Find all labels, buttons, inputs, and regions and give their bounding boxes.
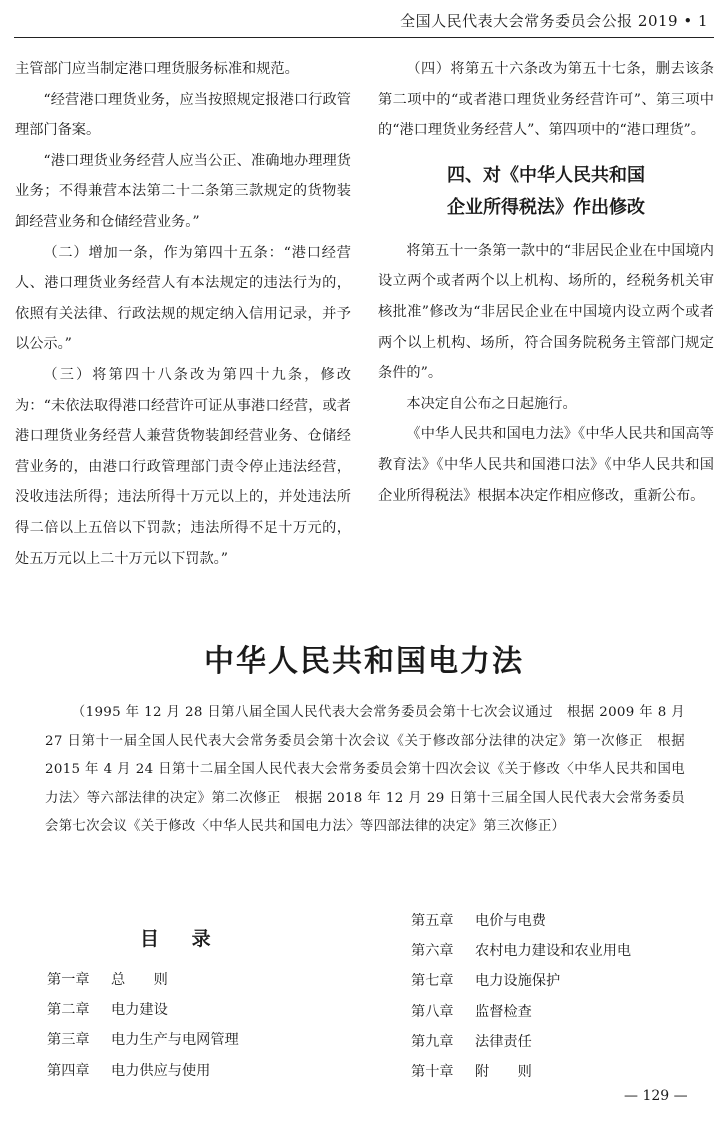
left-column (15, 54, 351, 574)
toc-list-left (47, 965, 377, 1086)
toc-chapter-name: 电力建设 (111, 1002, 168, 1019)
paragraph: “经营港口理货业务，应当按照规定报港口行政管理部门备案。 (15, 91, 351, 139)
toc-chapter-number: 第六章 (411, 943, 454, 960)
toc-item (47, 1025, 377, 1055)
toc-list-right (411, 906, 728, 1087)
toc-chapter-name: 电价与电费 (475, 913, 546, 929)
toc-chapter-number: 第四章 (47, 1062, 90, 1079)
paragraph: （三）将第四十八条改为第四十九条，修改为：“未依法取得港口经营许可证从事港口经营，或者港口理货业务经营人兼营货物装卸经营业务、仓储经营业务的，由港口行政管理部门责令停止违法经营，没收违法所得；违法所得十万元以上的，并处违法所得二倍以上五倍以下罚款；违法所得不足十万元的，处五万元以上二十万元以下罚款。” (15, 366, 351, 567)
toc-title: 目 录 (140, 928, 211, 950)
paragraph: （二）增加一条，作为第四十五条：“港口经营人、港口理货业务经营人有本法规定的违法行为的，依照有关法律、行政法规的规定纳入信用记录，并予以公示。” (15, 244, 351, 353)
toc-chapter-number: 第十章 (411, 1063, 454, 1080)
toc-item (47, 965, 377, 995)
toc-chapter-number: 第五章 (411, 913, 454, 929)
law-preamble: （1995 年 12 月 28 日第八届全国人民代表大会常务委员会第十七次会议通过 根据 2009 年 8 月 27 日第十一届全国人民代表大会常务委员会第十次会议《关于修改部分法律的决定》第一次修正 根据 2015 年 4 月 24 日第十二届全国人民代表大会常务委员会第十四次会议《关于修改〈中华人民共和国电力法〉等六部法律的决定》第二次修正 根据 2018 年 12 月 29 日第十三届全国人民代表大会常务委员会第七次会议《关于修改〈中华人民共和国电力法〉等四部法律的决定》第三次修正） (45, 705, 685, 835)
toc-chapter-name: 监督检查 (475, 1003, 532, 1020)
section-heading-line: 四、对《中华人民共和国 (447, 164, 645, 186)
section-heading-line: 企业所得税法》作出修改 (447, 196, 645, 218)
page-number: — 129 — (624, 1088, 688, 1104)
toc-chapter-name: 电力生产与电网管理 (111, 1032, 239, 1049)
toc-chapter-number: 第七章 (411, 973, 454, 990)
toc-chapter-number: 第二章 (47, 1002, 90, 1019)
paragraph: 将第五十一条第一款中的“非居民企业在中国境内设立两个或者两个以上机构、场所的，经税务机关审核批准”修改为“非居民企业在中国境内设立两个或者两个以上机构、场所，符合国务院税务主管部门规定条件的”。 (378, 242, 714, 382)
paragraph: 主管部门应当制定港口理货服务标准和规范。 (15, 61, 299, 77)
header-title: 全国人民代表大会常务委员会公报 2019 • 1 (400, 12, 708, 30)
toc-chapter-number: 第一章 (47, 972, 90, 988)
toc-item (47, 1056, 377, 1086)
right-column (378, 54, 714, 511)
toc-chapter-name: 法律责任 (475, 1033, 532, 1050)
toc-chapter-number: 第三章 (47, 1032, 90, 1049)
paragraph: 本决定自公布之日起施行。 (406, 395, 577, 412)
paragraph: “港口理货业务经营人应当公正、准确地办理理货业务；不得兼营本法第二十二条第三款规定的货物装卸经营业务和仓储经营业务。” (15, 152, 351, 230)
toc-item (411, 966, 728, 996)
paragraph: （四）将第五十六条改为第五十七条，删去该条第二项中的“或者港口理货业务经营许可”、第三项中的“港口理货业务经营人”、第四项中的“港口理货”。 (378, 61, 714, 139)
law-title: 中华人民共和国电力法 (204, 644, 524, 679)
section-heading (378, 160, 714, 224)
toc-item (411, 906, 728, 936)
paragraph: 《中华人民共和国电力法》《中华人民共和国高等教育法》《中华人民共和国港口法》《中华人民共和国企业所得税法》根据本决定作相应修改，重新公布。 (378, 426, 714, 504)
toc-chapter-name: 电力设施保护 (475, 973, 561, 990)
toc-item (411, 997, 728, 1027)
toc-chapter-name: 附 则 (475, 1063, 532, 1080)
toc-chapter-number: 第八章 (411, 1003, 454, 1020)
header-divider (14, 37, 714, 38)
toc-chapter-number: 第九章 (411, 1033, 454, 1050)
toc-item (411, 936, 728, 966)
toc-chapter-name: 电力供应与使用 (111, 1062, 211, 1079)
toc-chapter-name: 农村电力建设和农业用电 (475, 943, 632, 960)
toc-item (411, 1057, 728, 1087)
toc-item (47, 995, 377, 1025)
toc-item (411, 1027, 728, 1057)
toc-chapter-name: 总 则 (111, 972, 168, 988)
